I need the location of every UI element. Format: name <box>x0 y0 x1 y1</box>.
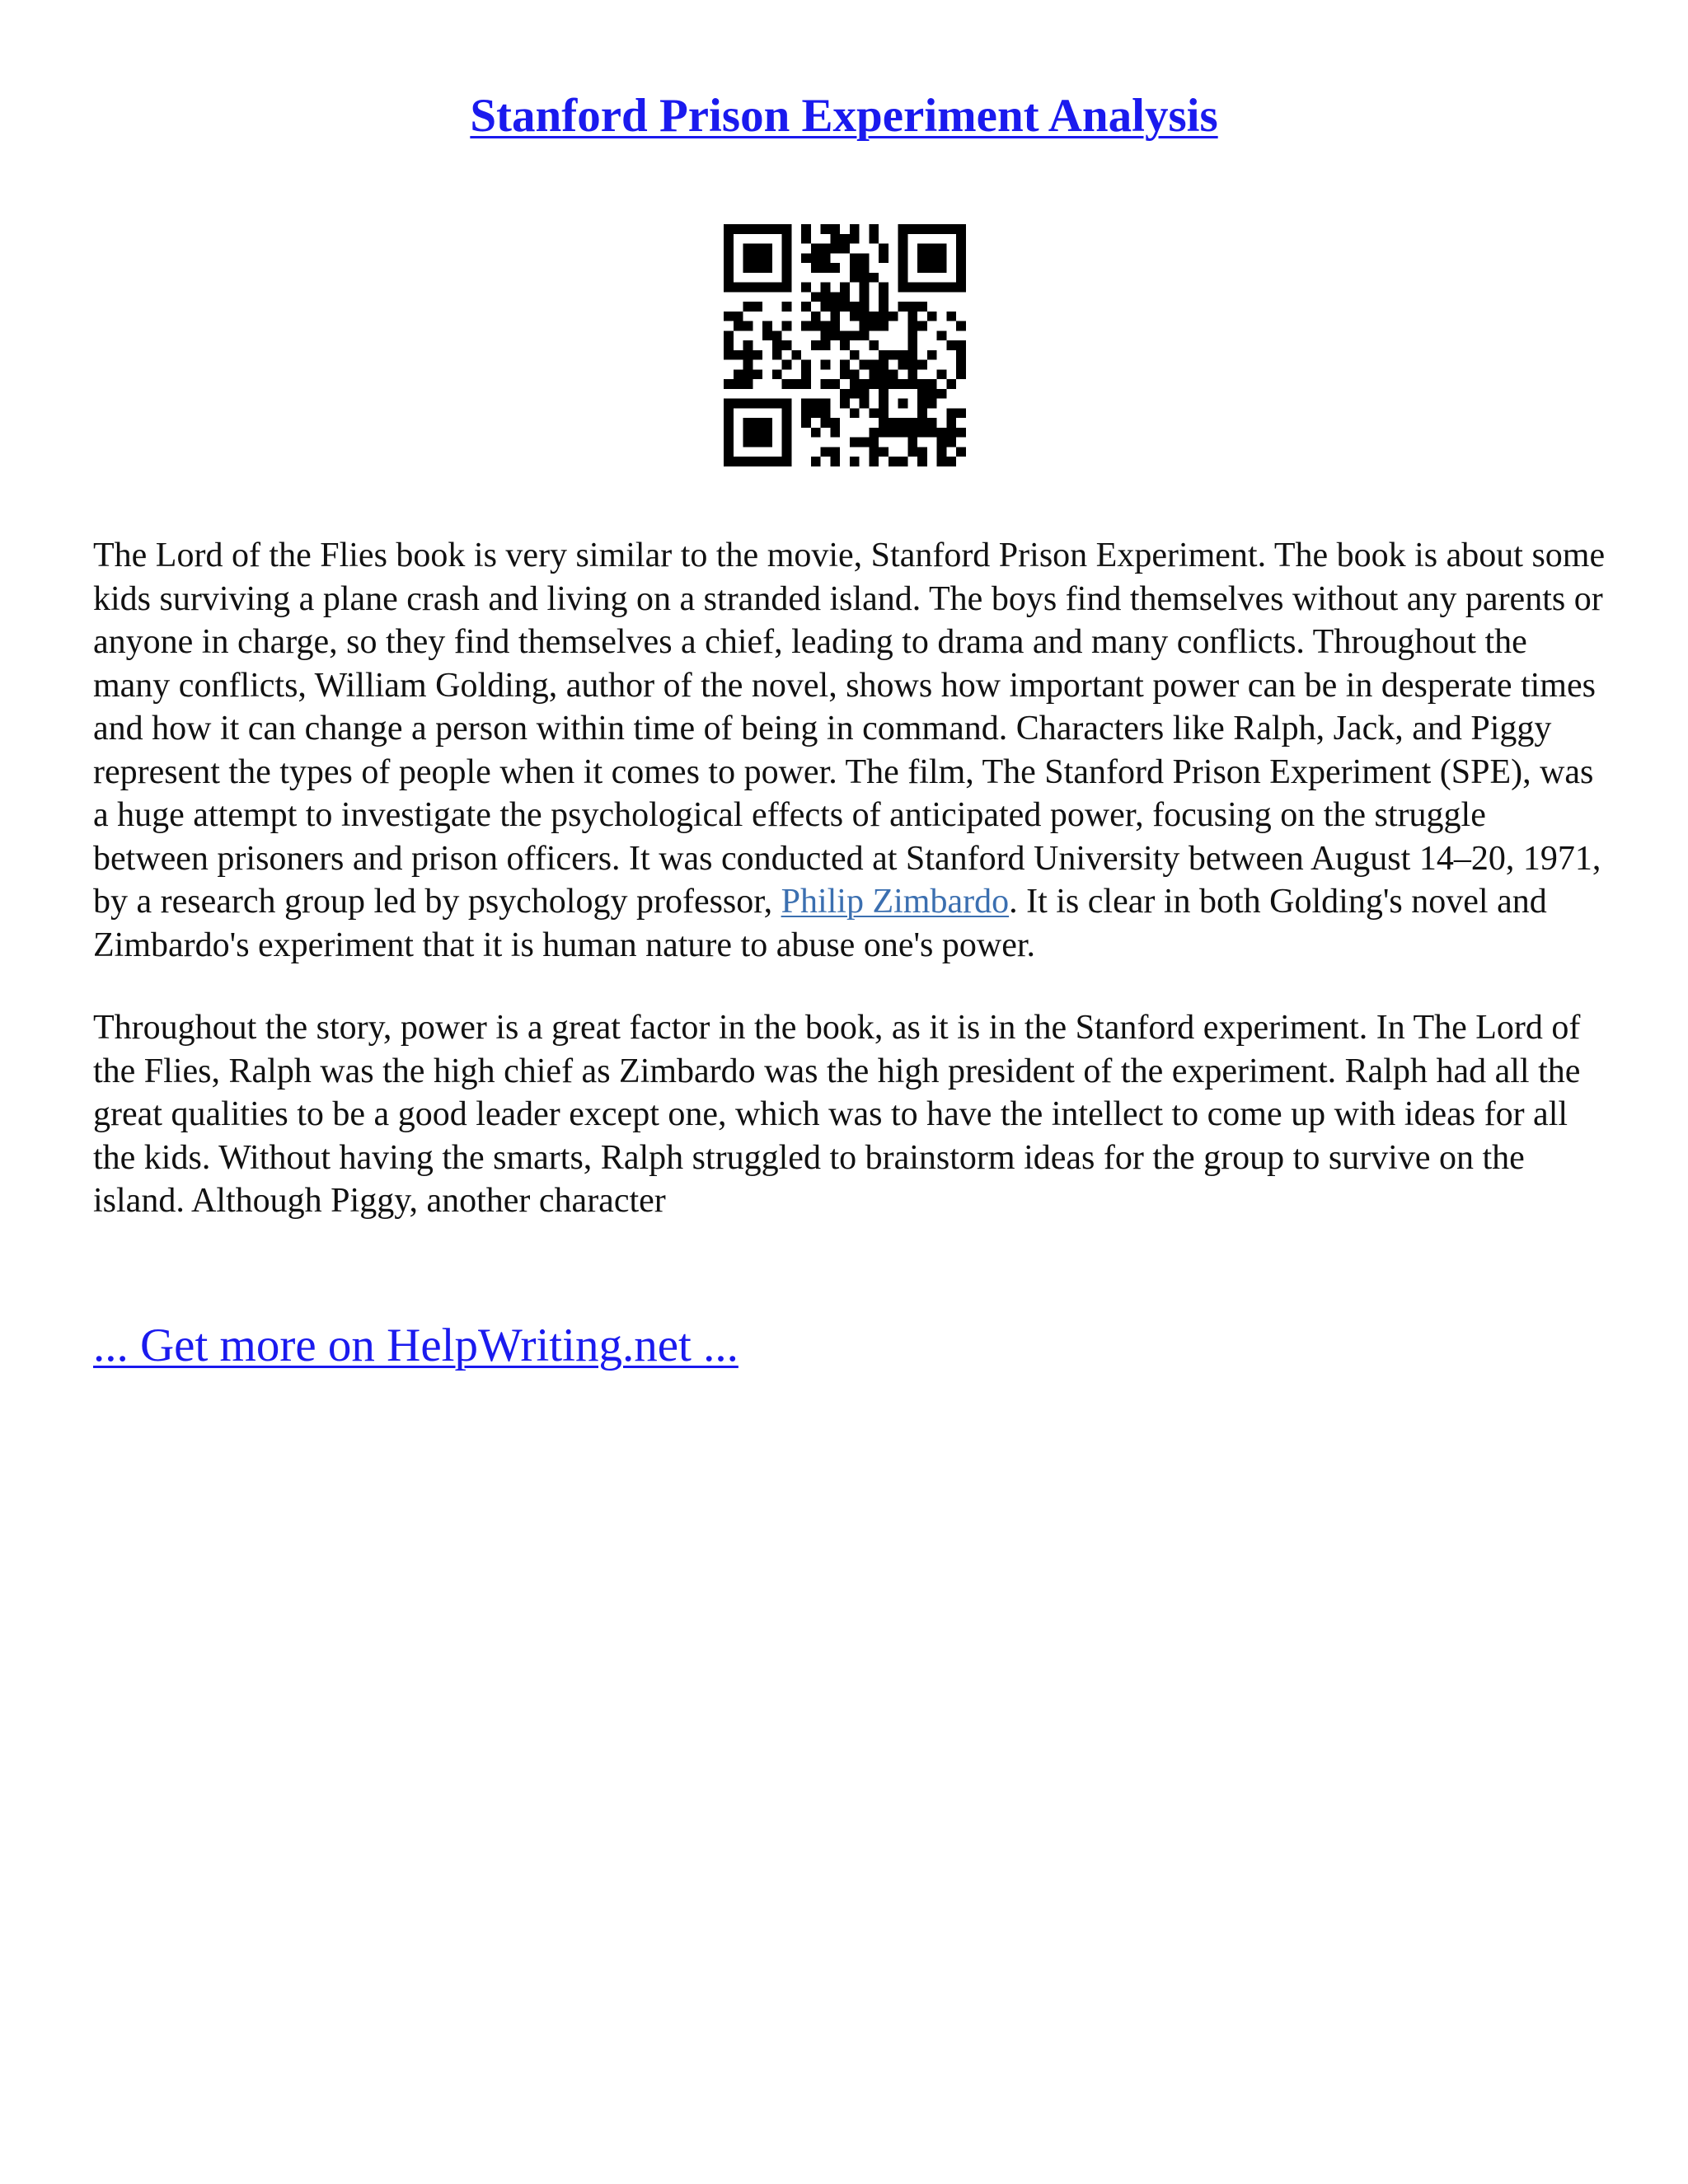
paragraph-1-text-end: . It is clear in both Golding's novel and Zimbardo's experiment that it is human nature to abuse one's power. <box>93 883 1547 964</box>
philip-zimbardo-link[interactable]: Philip Zimbardo <box>781 883 1010 921</box>
paragraph-2 <box>93 1006 1606 1223</box>
paragraph-1 <box>93 534 1606 967</box>
page-title-link[interactable]: Stanford Prison Experiment Analysis <box>470 90 1218 142</box>
paragraph-2-text: Throughout the story, power is a great factor in the book, as it is in the Stanford experiment. In The Lord of the Flies, Ralph was the high chief as Zimbardo was the high president of the experiment. Ralph had all the great qualities to be a good leader except one, which was to have the intellect to come up with ideas for all the kids. Without having the smarts, Ralph struggled to brainstorm ideas for the group to survive on the island. Although Piggy, another character <box>93 1009 1581 1220</box>
title-container <box>0 89 1688 143</box>
paragraph-1-text: The Lord of the Flies book is very similar to the movie, Stanford Prison Experiment. The book is about some kids surviving a plane crash and living on a stranded island. The boys find themselves without any parents or anyone in charge, so they find themselves a chief, leading to drama and many conflicts. Throughout the many conflicts, William Golding, author of the novel, shows how important power can be in desperate times and how it can change a person within time of being in command. Characters like Ralph, Jack, and Piggy represent the types of people when it comes to power. The film, The Stanford Prison Experiment (SPE), was a huge attempt to investigate the psychological effects of anticipated power, focusing on the struggle between prisoners and prison officers. It was conducted at Stanford University between August 14–20, 1971, by a research group led by psychology professor, <box>93 537 1606 921</box>
qr-code-icon <box>724 224 966 466</box>
article-body <box>93 534 1606 1263</box>
get-more-link[interactable]: ... Get more on HelpWriting.net ... <box>93 1319 738 1371</box>
